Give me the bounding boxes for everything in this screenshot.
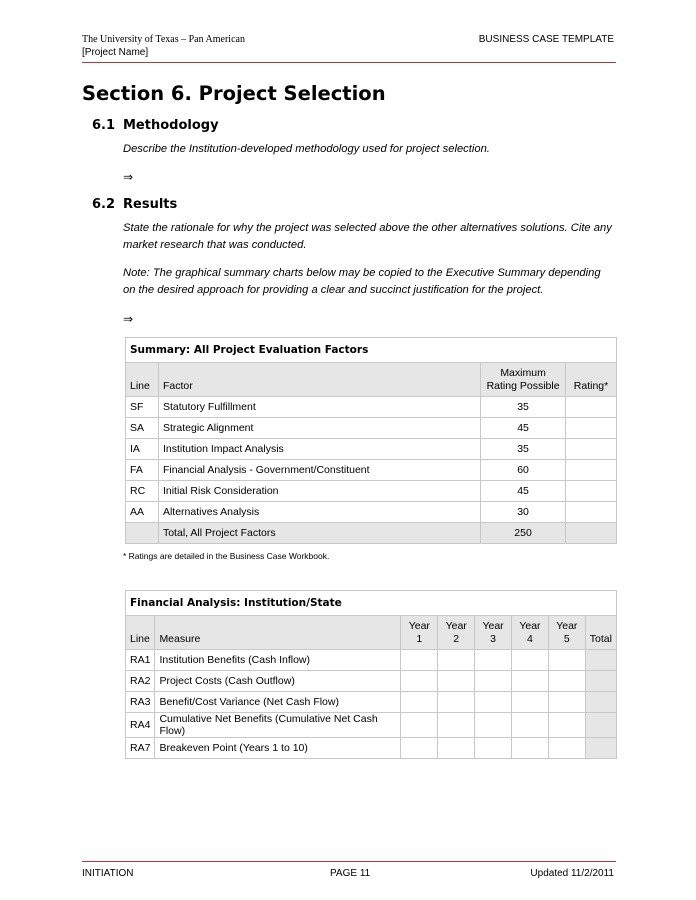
year-cell[interactable] — [438, 650, 475, 671]
header-divider — [82, 62, 616, 63]
total-max: 250 — [481, 523, 566, 544]
row-measure: Cumulative Net Benefits (Cumulative Net Cash Flow) — [155, 713, 401, 738]
year-cell[interactable] — [438, 738, 475, 759]
year-cell[interactable] — [438, 692, 475, 713]
row-line: RA7 — [126, 738, 155, 759]
total-row — [126, 523, 617, 544]
total-cell — [585, 650, 616, 671]
methodology-heading: Methodology — [123, 118, 219, 133]
total-label: Total, All Project Factors — [158, 523, 480, 544]
results-heading: Results — [123, 197, 178, 212]
row-factor: Strategic Alignment — [158, 418, 480, 439]
table-row — [126, 738, 617, 759]
year-cell[interactable] — [548, 692, 585, 713]
total-cell — [585, 713, 616, 738]
table-row — [126, 502, 617, 523]
results-arrow-icon: ⇒ — [123, 312, 134, 326]
header-total: Total — [585, 616, 616, 650]
footer-divider — [82, 861, 616, 862]
header-year-1 — [401, 616, 438, 650]
total-line-cell — [126, 523, 159, 544]
row-line: FA — [126, 460, 159, 481]
year-word: Year — [556, 620, 578, 632]
methodology-instruction: Describe the Institution-developed methodology used for project selection. — [123, 143, 490, 155]
header-year-4 — [512, 616, 549, 650]
total-cell — [585, 671, 616, 692]
row-line: IA — [126, 439, 159, 460]
table-row — [126, 671, 617, 692]
row-max: 45 — [481, 418, 566, 439]
header-factor: Factor — [158, 363, 480, 397]
header-max-line1: Maximum — [500, 367, 546, 379]
row-max: 35 — [481, 397, 566, 418]
rating-cell[interactable] — [566, 460, 617, 481]
header-line: Line — [126, 616, 155, 650]
row-factor: Institution Impact Analysis — [158, 439, 480, 460]
row-max: 45 — [481, 481, 566, 502]
rating-cell[interactable] — [566, 481, 617, 502]
header-measure: Measure — [155, 616, 401, 650]
year-number: 4 — [527, 633, 533, 645]
year-cell[interactable] — [475, 738, 512, 759]
row-factor: Statutory Fulfillment — [158, 397, 480, 418]
year-cell[interactable] — [475, 671, 512, 692]
year-cell[interactable] — [438, 713, 475, 738]
row-line: SF — [126, 397, 159, 418]
year-cell[interactable] — [438, 671, 475, 692]
year-cell[interactable] — [475, 650, 512, 671]
year-cell[interactable] — [475, 713, 512, 738]
financial-header-row — [126, 616, 617, 650]
results-instruction: State the rationale for why the project was selected above the other alternatives solutions. Cite any market research that was conducted. — [123, 222, 612, 251]
year-cell[interactable] — [512, 738, 549, 759]
header-year-3 — [475, 616, 512, 650]
row-line: AA — [126, 502, 159, 523]
row-measure: Institution Benefits (Cash Inflow) — [155, 650, 401, 671]
year-cell[interactable] — [548, 713, 585, 738]
header-rating: Rating* — [566, 363, 617, 397]
year-cell[interactable] — [548, 671, 585, 692]
table-row — [126, 650, 617, 671]
year-cell[interactable] — [401, 713, 438, 738]
ratings-footnote: * Ratings are detailed in the Business Case Workbook. — [123, 551, 330, 561]
year-number: 1 — [416, 633, 423, 645]
year-cell[interactable] — [475, 692, 512, 713]
rating-cell[interactable] — [566, 397, 617, 418]
row-measure: Benefit/Cost Variance (Net Cash Flow) — [155, 692, 401, 713]
table-row — [126, 439, 617, 460]
table-row — [126, 713, 617, 738]
row-factor: Financial Analysis - Government/Constituent — [158, 460, 480, 481]
header-year-5 — [548, 616, 585, 650]
financial-table — [125, 590, 617, 759]
row-measure: Project Costs (Cash Outflow) — [155, 671, 401, 692]
row-measure: Breakeven Point (Years 1 to 10) — [155, 738, 401, 759]
table-row — [126, 460, 617, 481]
header-max-line2: Rating Possible — [486, 380, 560, 392]
table-row — [126, 418, 617, 439]
year-cell[interactable] — [548, 738, 585, 759]
total-cell — [585, 738, 616, 759]
row-max: 30 — [481, 502, 566, 523]
year-cell[interactable] — [512, 692, 549, 713]
year-cell[interactable] — [512, 650, 549, 671]
row-line: SA — [126, 418, 159, 439]
row-line: RA3 — [126, 692, 155, 713]
university-name: The University of Texas – Pan American — [82, 34, 245, 45]
row-max: 35 — [481, 439, 566, 460]
year-cell[interactable] — [512, 671, 549, 692]
header-year-2 — [438, 616, 475, 650]
section-title: Section 6. Project Selection — [82, 82, 386, 105]
summary-table-title: Summary: All Project Evaluation Factors — [126, 338, 617, 363]
year-word: Year — [408, 620, 430, 632]
row-max: 60 — [481, 460, 566, 481]
year-number: 5 — [563, 633, 570, 645]
template-title: BUSINESS CASE TEMPLATE — [478, 34, 614, 45]
methodology-number: 6.1 — [92, 118, 116, 133]
row-line: RC — [126, 481, 159, 502]
table-row — [126, 692, 617, 713]
footer-phase: INITIATION — [82, 868, 134, 879]
row-factor: Initial Risk Consideration — [158, 481, 480, 502]
table-row — [126, 481, 617, 502]
year-word: Year — [445, 620, 467, 632]
year-number: 3 — [490, 633, 496, 645]
year-cell[interactable] — [548, 650, 585, 671]
header-line: Line — [126, 363, 159, 397]
year-number: 2 — [453, 633, 460, 645]
year-word: Year — [519, 620, 541, 632]
year-word: Year — [482, 620, 504, 632]
footer-updated-date: Updated 11/2/2011 — [530, 868, 614, 879]
results-number: 6.2 — [92, 197, 116, 212]
total-rating-cell[interactable] — [566, 523, 617, 544]
row-line: RA2 — [126, 671, 155, 692]
project-name: [Project Name] — [82, 47, 149, 58]
row-factor: Alternatives Analysis — [158, 502, 480, 523]
summary-table — [125, 337, 617, 544]
year-cell[interactable] — [401, 692, 438, 713]
year-cell[interactable] — [401, 650, 438, 671]
rating-cell[interactable] — [566, 418, 617, 439]
year-cell[interactable] — [401, 738, 438, 759]
rating-cell[interactable] — [566, 439, 617, 460]
year-cell[interactable] — [401, 671, 438, 692]
results-note: Note: The graphical summary charts below may be copied to the Executive Summary depending on the desired approach for providing a clear and succinct justification for the project. — [123, 267, 601, 296]
header-max-rating — [481, 363, 566, 397]
row-line: RA4 — [126, 713, 155, 738]
total-cell — [585, 692, 616, 713]
methodology-arrow-icon: ⇒ — [123, 170, 134, 184]
table-row — [126, 397, 617, 418]
rating-cell[interactable] — [566, 502, 617, 523]
summary-header-row — [126, 363, 617, 397]
row-line: RA1 — [126, 650, 155, 671]
year-cell[interactable] — [512, 713, 549, 738]
footer-page-number: PAGE 11 — [330, 868, 371, 879]
financial-table-title: Financial Analysis: Institution/State — [126, 591, 617, 616]
